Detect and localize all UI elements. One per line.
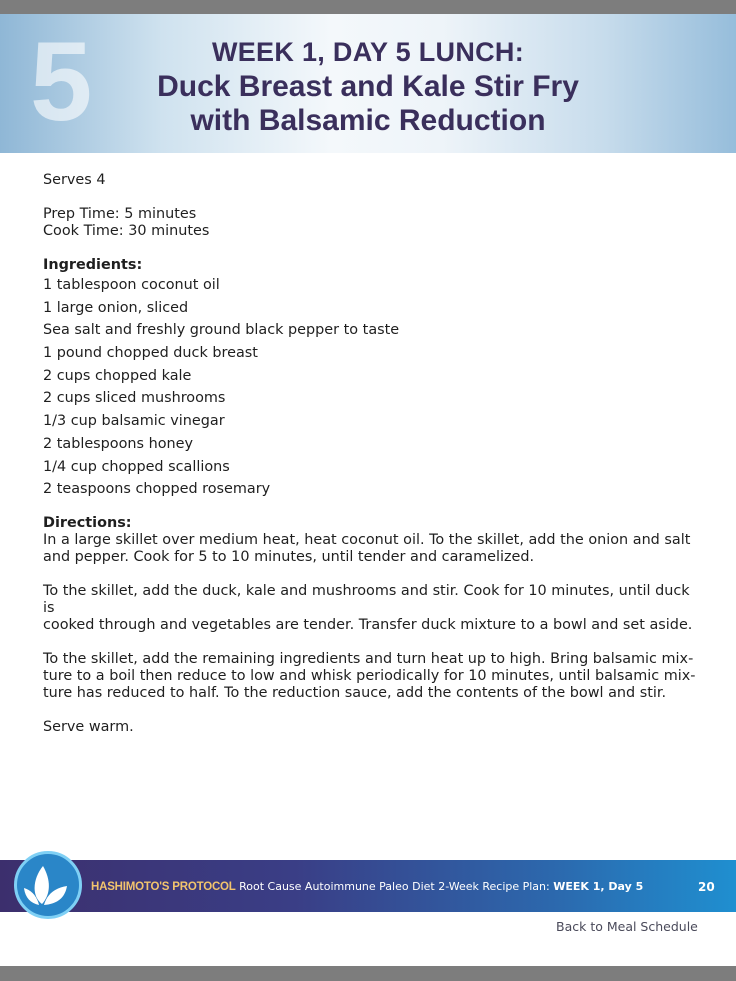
page-title [100, 36, 636, 138]
footer-brand: HASHIMOTO'S PROTOCOL [91, 881, 236, 893]
directions-heading: Directions: [43, 514, 132, 531]
footer-plan-ref: WEEK 1, Day 5 [553, 880, 644, 893]
prep-time: Prep Time: 5 minutes [43, 206, 197, 222]
back-to-meal-schedule-link[interactable]: Back to Meal Schedule [556, 919, 698, 934]
direction-step: To the skillet, add the duck, kale and mushrooms and stir. Cook for 10 minutes, until duck is cooked through and vegetables are tender. Transfer duck mixture to a bowl and set aside. [43, 582, 693, 633]
ingredient-item: 1/4 cup chopped scallions [43, 458, 230, 475]
footer-caption [91, 880, 651, 894]
ingredients-heading: Ingredients: [43, 257, 143, 273]
leaf-logo-icon [14, 851, 82, 919]
directions-list [43, 532, 703, 736]
page-header [0, 14, 736, 153]
ingredient-item: 1 pound chopped duck breast [43, 345, 258, 362]
day-number: 5 [30, 19, 93, 144]
direction-step: Serve warm. [43, 718, 134, 735]
title-recipe-name-cont: with Balsamic Reduction [190, 104, 546, 137]
ingredient-item: 2 cups sliced mushrooms [43, 390, 226, 407]
ingredient-item: 1 large onion, sliced [43, 299, 189, 316]
times-block [43, 206, 703, 240]
footer-subtitle: Root Cause Autoimmune Paleo Diet 2-Week Recipe Plan: [239, 880, 550, 893]
ingredients-list [43, 274, 703, 501]
title-recipe-name: Duck Breast and Kale Stir Fry [157, 70, 579, 103]
ingredient-item: 2 tablespoons honey [43, 435, 194, 452]
ingredient-item: Sea salt and freshly ground black pepper to taste [43, 322, 400, 339]
ingredient-item: 1/3 cup balsamic vinegar [43, 413, 225, 430]
recipe-content [43, 172, 703, 753]
title-day-label: WEEK 1, DAY 5 LUNCH: [211, 37, 525, 67]
ingredient-item: 2 cups chopped kale [43, 367, 192, 384]
page-number: 20 [698, 880, 715, 894]
serves-text: Serves 4 [43, 172, 106, 188]
ingredient-item: 1 tablespoon coconut oil [43, 277, 220, 293]
direction-step: In a large skillet over medium heat, heat coconut oil. To the skillet, add the onion and salt and pepper. Cook for 5 to 10 minutes, until tender and caramelized. [43, 531, 691, 565]
direction-step: To the skillet, add the remaining ingredients and turn heat up to high. Bring balsamic mix- ture to a boil then reduce to low and whisk periodically for 10 minutes, until balsamic mix- ture has reduced to half. To the reduction sauce, add the contents of the bowl and stir. [43, 650, 696, 701]
cook-time: Cook Time: 30 minutes [43, 223, 210, 239]
ingredient-item: 2 teaspoons chopped rosemary [43, 481, 271, 498]
